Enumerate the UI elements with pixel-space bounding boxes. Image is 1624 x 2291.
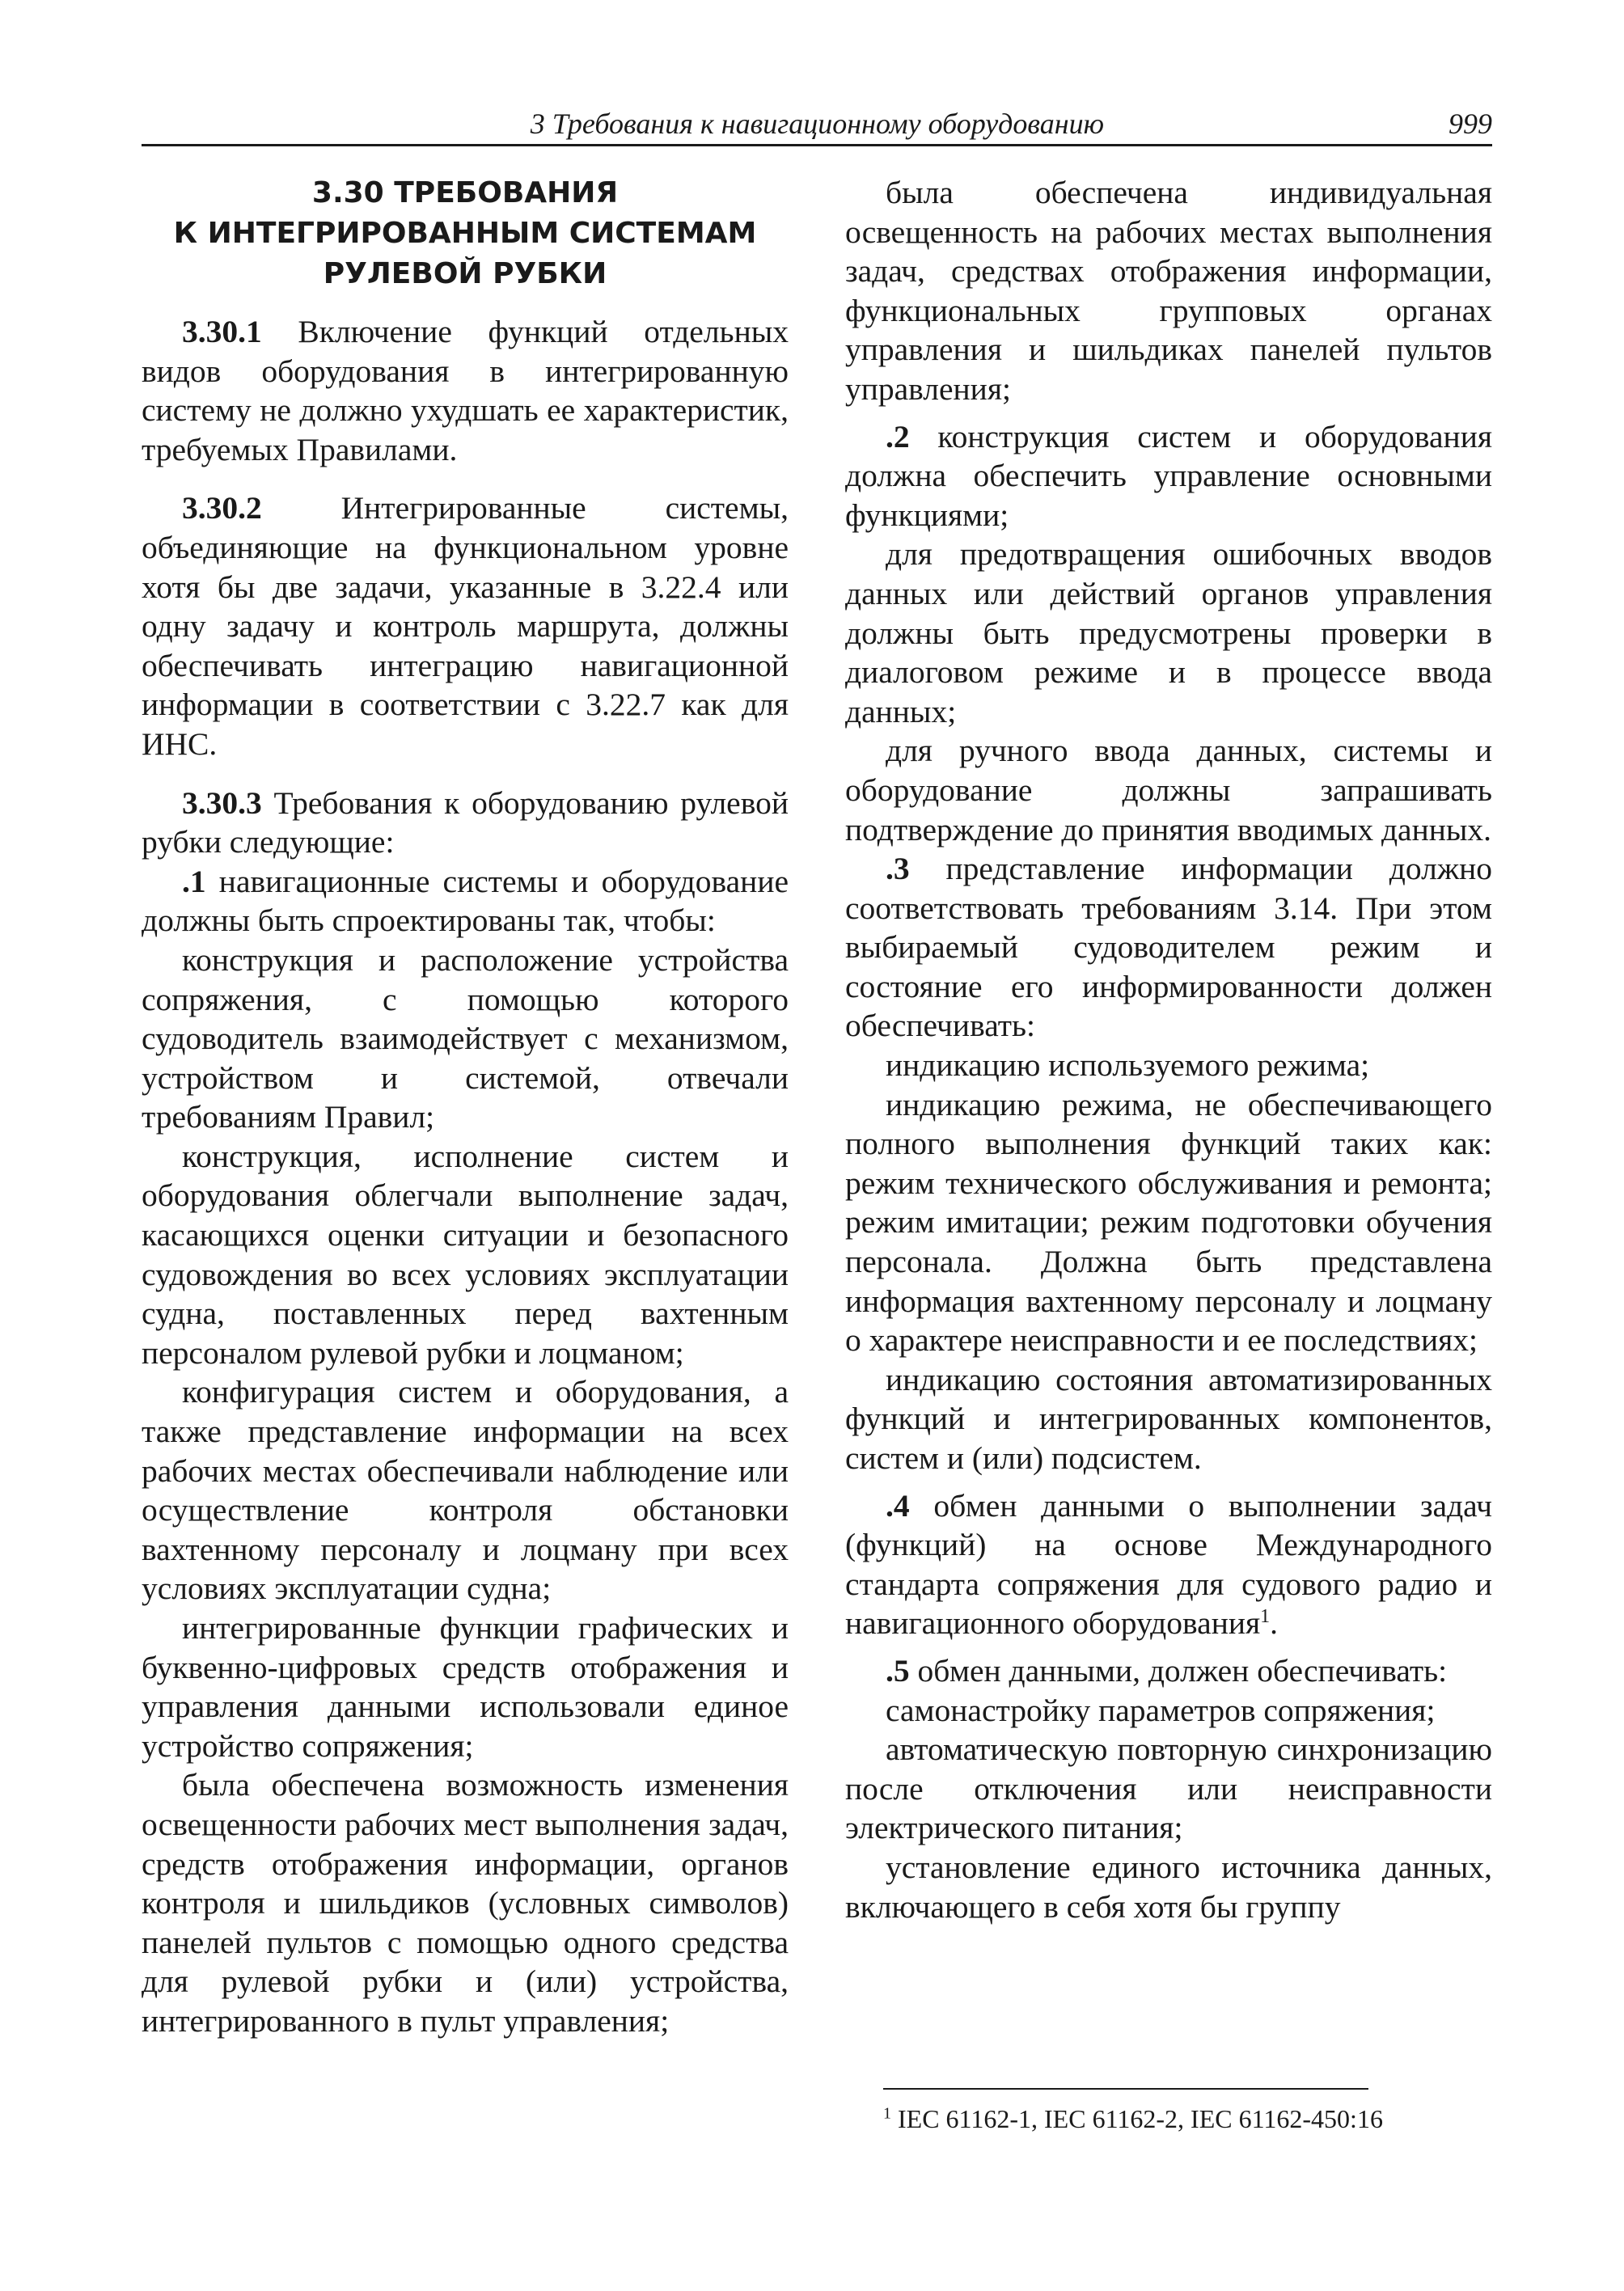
page-number: 999 bbox=[1448, 108, 1492, 140]
paragraph-3-30-2: 3.30.2 Интегрированные системы, объединяющие на функциональном уровне хотя бы две задачи, указанные в 3.22.4 или одну задачу и контроль маршрута, должны обеспечивать интеграцию навигационной информации в соответствии с 3.22.7 как для ИНС. bbox=[142, 490, 789, 762]
item-4: .4 обмен данными о выполнении задач (функций) на основе Международного стандарта сопряжения для судового радио и навигационного оборудования$^1$. bbox=[845, 1487, 1492, 1642]
item-2-sub-b: для ручного ввода данных, системы и оборудование должны запрашивать подтверждение до принятия вводимых данных. bbox=[845, 733, 1492, 848]
heading-line-1: 3.30 ТРЕБОВАНИЯ bbox=[311, 176, 619, 209]
item-3-sub-b: индикацию режима, не обеспечивающего полного выполнения функций таких как: режим технического обслуживания и ремонта; режим имитации; режим подготовки обучения персонала. Должна быть представлена информация вахтенному персоналу и лоцману о характере неисправности и ее последствиях; bbox=[845, 1086, 1492, 1359]
item-1-sub-e: была обеспечена возможность изменения освещенности рабочих мест выполнения задач, средств отображения информации, органов контроля и шильдиков (условных символов) панелей пультов с помощью одного средства для рулевой рубки и (или) устройства, интегрированного в пульт управления; bbox=[142, 1767, 789, 2039]
heading-line-2: К ИНТЕГРИРОВАННЫМ СИСТЕМАМ bbox=[173, 217, 757, 250]
running-title: 3 Требования к навигационному оборудованию bbox=[530, 108, 1104, 140]
item-5-sub-c: установление единого источника данных, включающего в себя хотя бы группу bbox=[845, 1849, 1492, 1925]
paragraph-3-30-1: 3.30.1 Включение функций отдельных видов оборудования в интегрированную систему не должно ухудшать ее характеристик, требуемых Правилами. bbox=[142, 314, 789, 467]
item-2-sub-a: для предотвращения ошибочных вводов данных или действий органов управления должны быть предусмотрены проверки в диалоговом режиме и в процессе ввода данных; bbox=[845, 536, 1492, 729]
item-1-sub-d: интегрированные функции графических и буквенно-цифровых средств отображения и управления данными использовали единое устройство сопряжения; bbox=[142, 1610, 789, 1764]
heading-line-3: РУЛЕВОЙ РУБКИ bbox=[323, 257, 607, 290]
footnote-text: IEC 61162-1, IEC 61162-2, IEC 61162-450:16 bbox=[891, 2104, 1383, 2133]
item-2: .2 конструкция систем и оборудования должна обеспечить управление основными функциями; bbox=[845, 418, 1492, 533]
item-1-sub-c: конфигурация систем и оборудования, а также представление информации на всех рабочих местах обеспечивали наблюдение или осуществление контроля обстановки вахтенному персоналу и лоцману при всех условиях эксплуатации судна; bbox=[142, 1374, 789, 1607]
clause-number: 3.30.1 bbox=[182, 314, 262, 349]
item-3: .3 представление информации должно соответствовать требованиям 3.14. При этом выбираемый судоводителем режим и состояние его информированности должен обеспечивать: bbox=[845, 851, 1492, 1044]
item-number: .4 bbox=[886, 1487, 910, 1524]
item-number: .2 bbox=[886, 418, 910, 454]
footnote bbox=[883, 2103, 1383, 2135]
item-number: .1 bbox=[182, 863, 206, 899]
left-column bbox=[142, 173, 789, 2041]
item-1-sub-f: была обеспечена индивидуальная освещенность на рабочих местах выполнения задач, средствах отображения информации, функциональных групповых органах управления и шильдиках панелей пультов управления; bbox=[845, 175, 1492, 407]
item-number: .5 bbox=[886, 1652, 910, 1689]
footnote-ref: 1 bbox=[1260, 1606, 1271, 1628]
right-column bbox=[845, 173, 1492, 1926]
running-header bbox=[142, 102, 1492, 146]
footnote-marker: 1 bbox=[883, 2104, 891, 2123]
footnote-divider bbox=[883, 2088, 1368, 2090]
item-3-sub-a: индикацию используемого режима; bbox=[886, 1047, 1370, 1084]
item-3-sub-c: индикацию состояния автоматизированных функций и интегрированных компонентов, систем и (или) подсистем. bbox=[845, 1361, 1492, 1476]
paragraph-3-30-3: 3.30.3 Требования к оборудованию рулевой рубки следующие: bbox=[142, 784, 789, 860]
section-heading bbox=[142, 173, 789, 294]
clause-number: 3.30.3 bbox=[182, 784, 262, 821]
item-1-sub-a: конструкция и расположение устройства сопряжения, с помощью которого судоводитель взаимодействует с механизмом, устройством и системой, отвечали требованиям Правил; bbox=[142, 941, 789, 1135]
clause-number: 3.30.2 bbox=[182, 490, 262, 526]
item-1-sub-b: конструкция, исполнение систем и оборудования облегчали выполнение задач, касающихся оценки ситуации и безопасного судовождения во всех условиях эксплуатации судна, поставленных перед вахтенным персоналом рулевой рубки и лоцманом; bbox=[142, 1138, 789, 1371]
item-number: .3 bbox=[886, 851, 910, 887]
item-5: .5 обмен данными, должен обеспечивать: bbox=[886, 1652, 1448, 1689]
item-5-sub-a: самонастройку параметров сопряжения; bbox=[886, 1692, 1436, 1728]
item-5-sub-b: автоматическую повторную синхронизацию после отключения или неисправности электрического питания; bbox=[845, 1731, 1492, 1846]
item-1: .1 навигационные системы и оборудование должны быть спроектированы так, чтобы: bbox=[142, 863, 789, 939]
